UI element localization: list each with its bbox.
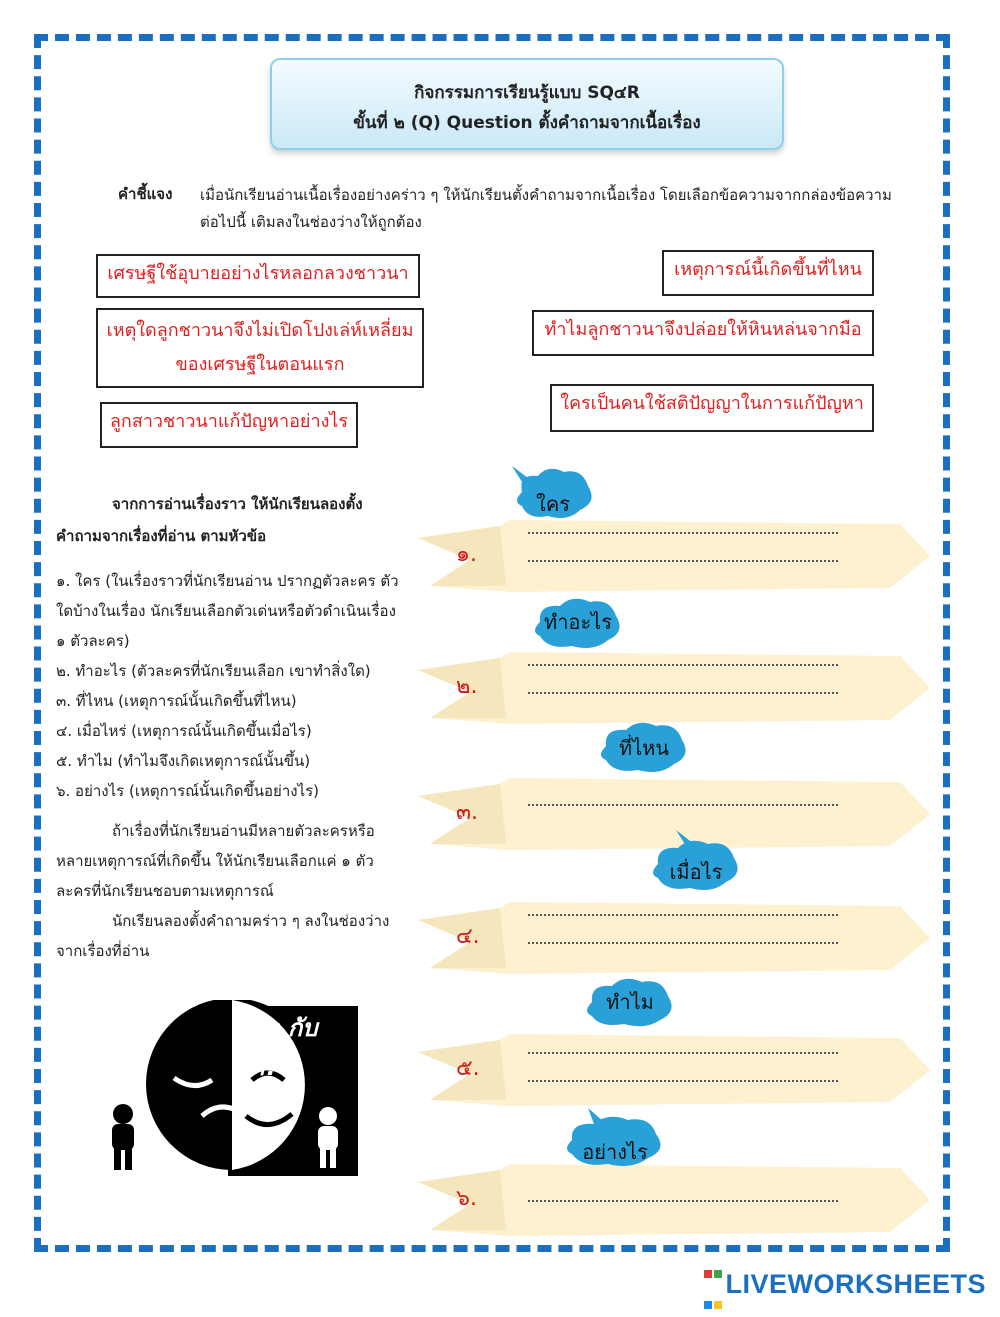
topic-list <box>56 566 406 806</box>
black-white-face-illustration <box>96 1000 366 1180</box>
answer-banner-1 <box>410 516 930 596</box>
question-number: ๕. <box>456 1056 480 1081</box>
answer-line[interactable] <box>528 1052 838 1054</box>
title-line2: ขั้นที่ ๒ (Q) Question ตั้งคำถามจากเนื้อเรื่อง <box>353 113 701 133</box>
topic-item: ๑. ใคร (ในเรื่องราวที่นักเรียนอ่าน ปรากฏตัวละคร ตัวใดบ้างในเรื่อง นักเรียนเลือกตัวเด่นหรือตัวดำเนินเรื่อง ๑ ตัวละคร) <box>56 572 399 650</box>
splash-label-2: ทำอะไร <box>528 592 628 654</box>
banner-ribbon <box>410 516 930 596</box>
topic-item: ๓. ที่ไหน (เหตุการณ์นั้นเกิดขึ้นที่ไหน) <box>56 692 297 710</box>
left-note <box>56 816 401 966</box>
answer-line[interactable] <box>528 560 838 562</box>
title-box <box>270 58 784 150</box>
option-box-5[interactable]: ลูกสาวชาวนาแก้ปัญหาอย่างไร <box>100 402 358 448</box>
question-number: ๓. <box>456 800 479 825</box>
illustration-caption: ขาว กับ ดำ? <box>236 1014 318 1081</box>
answer-banner-6 <box>410 1160 930 1240</box>
topic-item: ๕. ทำไม (ทำไมจึงเกิดเหตุการณ์นั้นขึ้น) <box>56 752 311 770</box>
answer-line[interactable] <box>528 914 838 916</box>
title-line1: กิจกรรมการเรียนรู้แบบ SQ๔R <box>414 83 640 103</box>
answer-line[interactable] <box>528 664 838 666</box>
answer-line[interactable] <box>528 532 838 534</box>
banner-ribbon <box>410 1030 930 1110</box>
answer-line[interactable] <box>528 942 838 944</box>
logo-grid-icon <box>703 1255 725 1317</box>
topic-item: ๖. อย่างไร (เหตุการณ์นั้นเกิดขึ้นอย่างไร) <box>56 782 320 800</box>
answer-line[interactable] <box>528 692 838 694</box>
answer-line[interactable] <box>528 804 838 806</box>
option-box-3[interactable]: เหตุใดลูกชาวนาจึงไม่เปิดโปงเล่ห์เหลี่ยมของเศรษฐีในตอนแรก <box>96 308 424 388</box>
liveworksheets-logo: LIVEWORKSHEETS <box>703 1255 986 1317</box>
question-number: ๔. <box>456 924 480 949</box>
answer-banner-5 <box>410 1030 930 1110</box>
option-box-4[interactable]: ทำไมลูกชาวนาจึงปล่อยให้หินหล่นจากมือ <box>532 310 874 356</box>
question-number: ๒. <box>456 674 478 699</box>
answer-banner-4 <box>410 898 930 978</box>
splash-label-3: ที่ไหน <box>594 716 694 778</box>
answer-line[interactable] <box>528 1200 838 1202</box>
note-1: ถ้าเรื่องที่นักเรียนอ่านมีหลายตัวละครหรือหลายเหตุการณ์ที่เกิดขึ้น ให้นักเรียนเลือกแค่ ๑ ตัวละครที่นักเรียนชอบตามเหตุการณ์ <box>56 822 375 900</box>
option-box-1[interactable]: เศรษฐีใช้อุบายอย่างไรหลอกลวงชาวนา <box>96 254 420 298</box>
option-box-6[interactable]: ใครเป็นคนใช้สติปัญญาในการแก้ปัญหา <box>550 384 874 432</box>
option-box-2[interactable]: เหตุการณ์นี้เกิดขึ้นที่ไหน <box>662 250 874 296</box>
instruction-label: คำชี้แจง <box>118 185 173 203</box>
instruction-text: เมื่อนักเรียนอ่านเนื้อเรื่องอย่างคร่าว ๆ ให้นักเรียนตั้งคำถามจากเนื้อเรื่อง โดยเลือกข้อความจากกล่องข้อความต่อไปนี้ เติมลงในช่องว่างให้ถูกต้อง <box>200 186 892 231</box>
splash-label-1: ใคร <box>508 462 598 524</box>
question-number: ๑. <box>456 542 477 567</box>
answer-line[interactable] <box>528 1080 838 1082</box>
question-number: ๖. <box>456 1186 477 1211</box>
note-2: นักเรียนลองตั้งคำถามคร่าว ๆ ลงในช่องว่างจากเรื่องที่อ่าน <box>56 912 390 960</box>
splash-label-6: อย่างไร <box>560 1106 670 1172</box>
topic-item: ๒. ทำอะไร (ตัวละครที่นักเรียนเลือก เขาทำสิ่งใด) <box>56 662 371 680</box>
banner-ribbon <box>410 898 930 978</box>
splash-label-4: เมื่อไร <box>646 830 746 900</box>
left-heading: จากการอ่านเรื่องราว ให้นักเรียนลองตั้งคำถามจากเรื่องที่อ่าน ตามหัวข้อ <box>56 495 363 545</box>
splash-label-5: ทำไม <box>580 972 680 1032</box>
topic-item: ๔. เมื่อไหร่ (เหตุการณ์นั้นเกิดขึ้นเมื่อไร) <box>56 722 312 740</box>
